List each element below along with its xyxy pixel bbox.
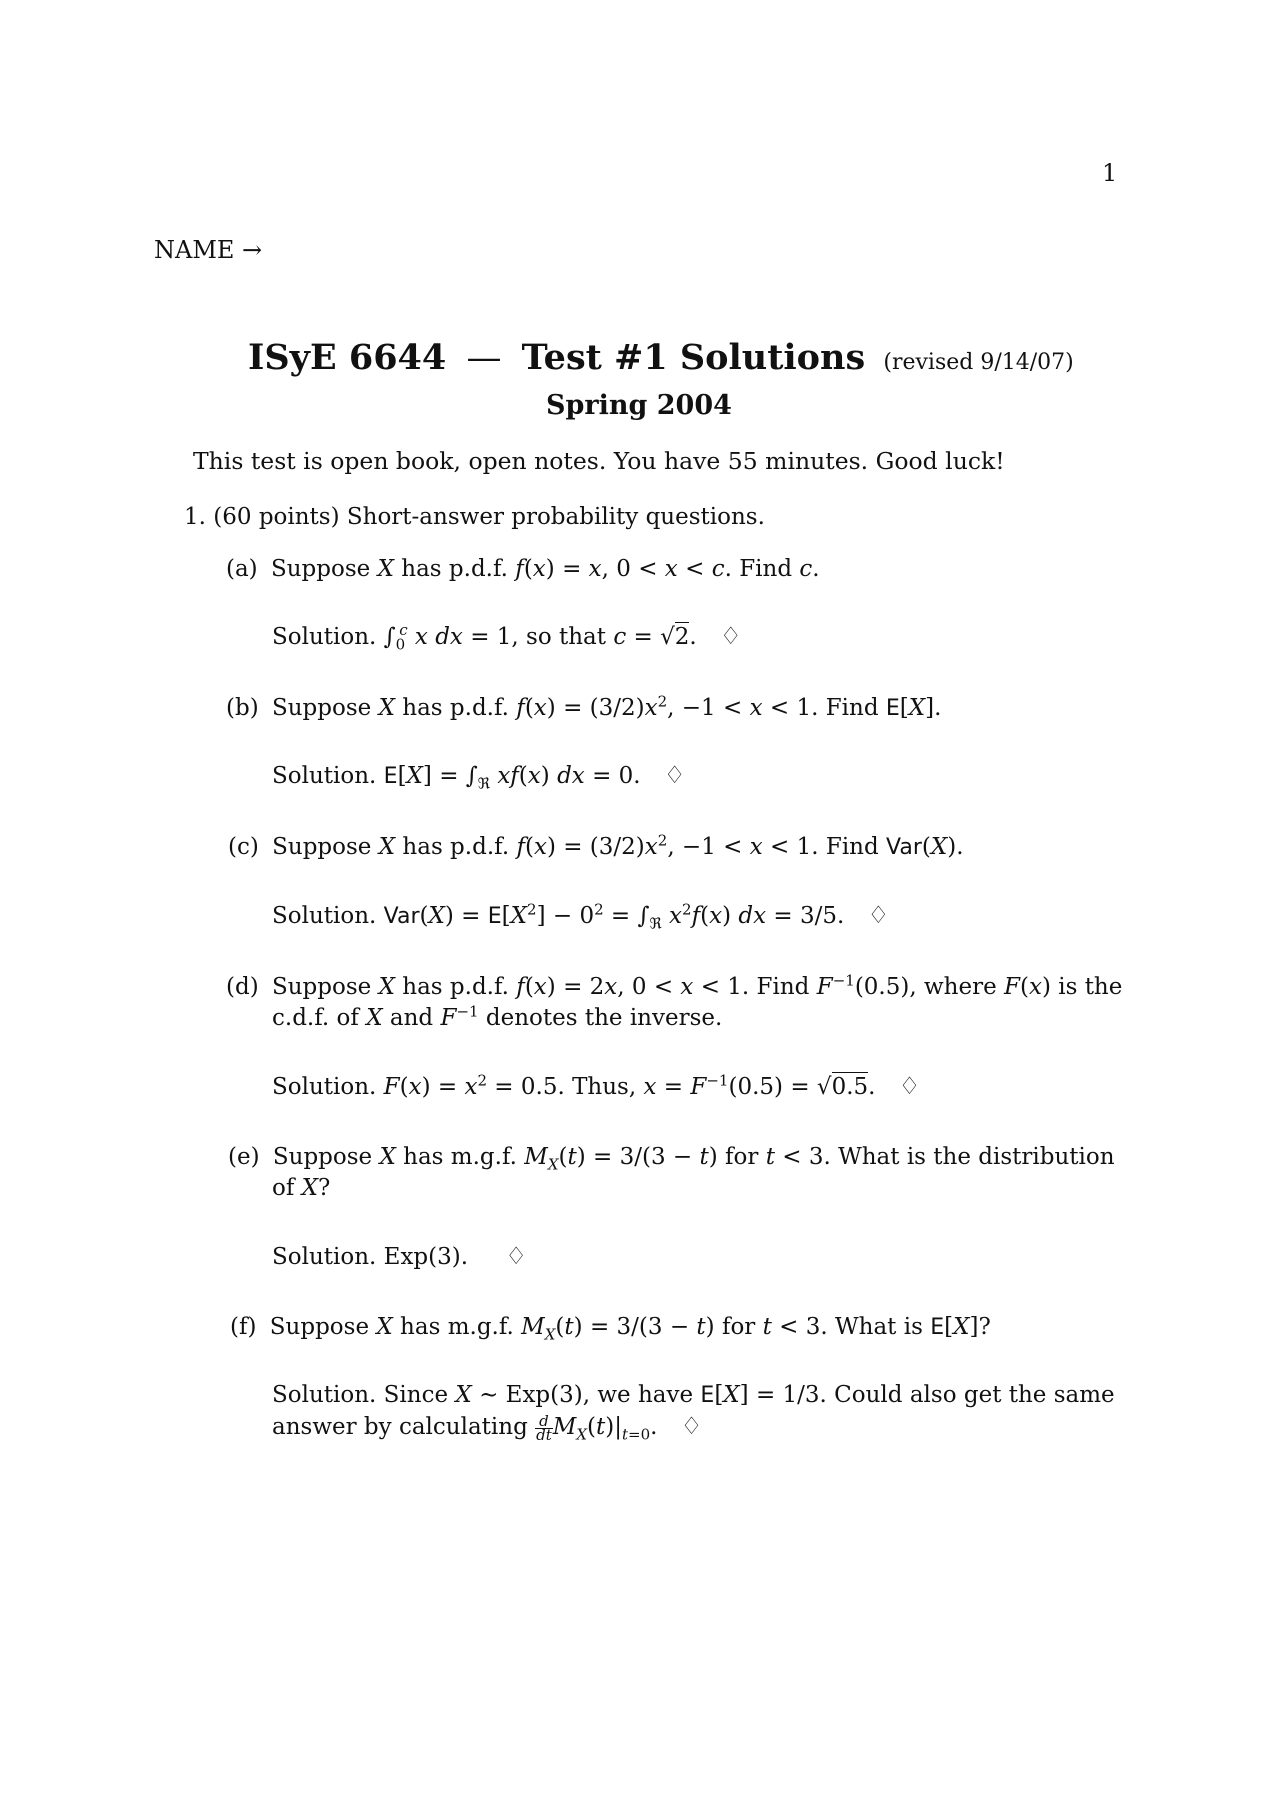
part-a-solution: Solution. $\int_0^c$ x dx = 1, so that c = √2. ♢ [272,621,742,654]
revised-note: (revised 9/14/07) [883,350,1074,375]
name-label: NAME → [154,236,263,264]
part-d-question-cont: c.d.f. of X and $F^{-1}$ denotes the inverse. [272,1002,723,1031]
part-f-label: (f) [230,1314,257,1340]
part-a-question: (a) Suppose X has p.d.f. f(x) = x, 0 < x < c. Find c. [226,556,820,582]
question-1 [184,502,765,533]
part-e-question: (e) Suppose X has m.g.f. $M_X(t) = 3/(3 - t)$ for t < 3. What is the distribution [228,1144,1115,1174]
end-of-solution-icon: ♢ [720,622,742,650]
part-c-label: (c) [228,834,259,860]
part-f-question: (f) Suppose X has m.g.f. $M_X(t) = 3/(3 - t)$ for t < 3. What is E[X]? [230,1314,991,1344]
part-e-question-cont: of X? [272,1175,331,1201]
part-f-solution-cont: answer by calculating $\frac{d}{dt}$ $M_X(t)|_{t=0}$. ♢ [272,1411,703,1444]
end-of-solution-icon: ♢ [680,1412,703,1440]
term: Spring 2004 [546,390,732,421]
solution-label: Solution. [272,624,377,650]
solution-label: Solution. [272,1382,377,1408]
part-c-question: (c) Suppose X has p.d.f. $f(x) = (3/2)x^2$, −1 < x < 1. Find Var(X). [228,831,964,860]
part-e-solution [272,1241,527,1273]
solution-label: Solution. [272,903,377,929]
part-b-label: (b) [226,695,259,721]
instructions: This test is open book, open notes. You have 55 minutes. Good luck! [193,447,1005,475]
end-of-solution-icon: ♢ [898,1072,921,1100]
end-of-solution-icon: ♢ [663,761,686,789]
part-e-answer: Exp(3). [383,1244,469,1270]
solution-label: Solution. [272,1074,377,1100]
title-text: Test #1 Solutions [521,337,866,378]
page-number: 1 [1102,159,1118,187]
part-d-solution: Solution. $F(x) = x^2 = 0.5$. Thus, $x = F^{-1}(0.5) = √0.5$. ♢ [272,1071,921,1100]
end-of-solution-icon: ♢ [505,1242,527,1270]
part-a-label: (a) [226,556,258,582]
part-d-question: (d) Suppose X has p.d.f. f(x) = 2x, 0 < x < 1. Find $F^{-1}(0.5)$, where F(x) is the [226,971,1123,1000]
title-dash: — [466,338,502,378]
part-c-solution: Solution. $Var(X) = E[X^2] - 0^2 = \int_ℜ$ $x^2f(x)$ dx = 3/5. ♢ [272,900,890,933]
solution-label: Solution. [272,1244,377,1270]
end-of-solution-icon: ♢ [867,901,890,929]
part-b-question: (b) Suppose X has p.d.f. $f(x) = (3/2)x^2$, −1 < x < 1. Find E[X]. [226,692,942,721]
part-f-solution: Solution. Since X ∼ Exp(3), we have E[X] = 1/3. Could also get the same [272,1382,1115,1408]
course-code: ISyE 6644 [248,337,447,378]
part-b-solution: Solution. $E[X] = \int_ℜ$ xf(x) dx = 0. ♢ [272,761,686,793]
solution-label: Solution. [272,763,377,789]
part-e-label: (e) [228,1144,260,1170]
page-title [248,336,1074,385]
question-text: (60 points) Short-answer probability questions. [213,504,765,530]
part-d-label: (d) [226,974,259,1000]
question-number: 1. [184,504,206,530]
